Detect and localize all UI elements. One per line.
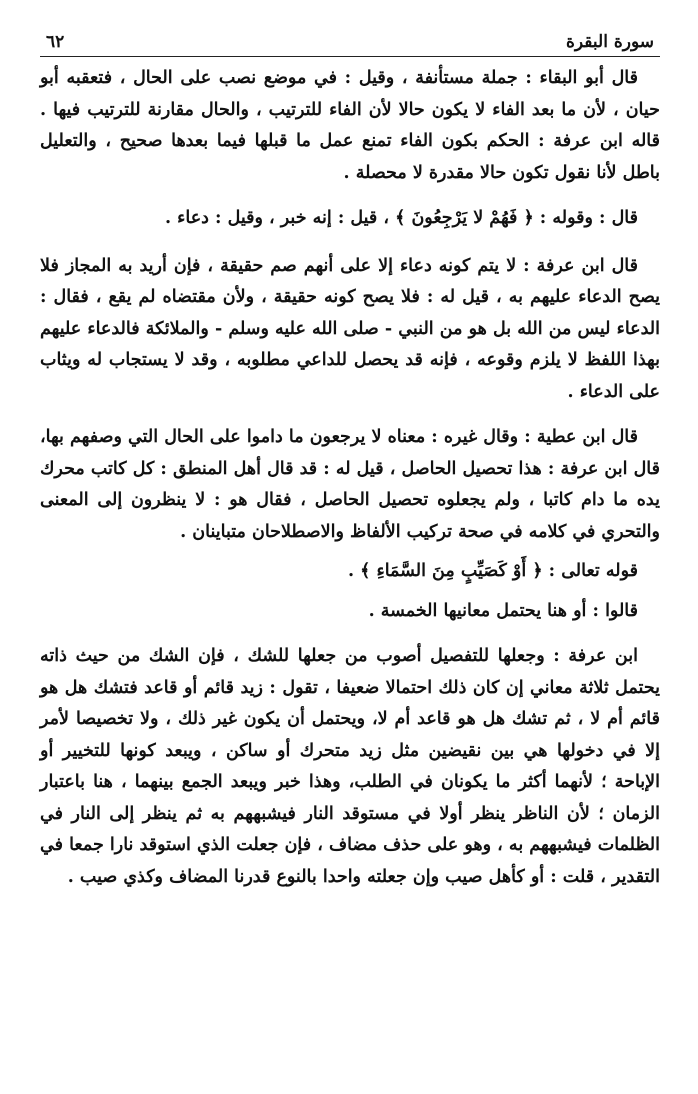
paragraph-text: قوله تعالى : ﴿ أَوْ كَصَيِّبٍ مِنَ السَّمَاءِ ﴾ .	[347, 561, 638, 581]
paragraph-text: ابن عرفة : وجعلها للتفصيل أصوب من جعلها للشك ، فإن الشك من حيث ذاته يحتمل ثلاثة معاني إن كان ذلك احتمالا ضعيفا ، تقول : زيد قائم أو قاعد فتشك هل هو قائم أم لا ، ثم تشك هل هو قاعد أم لا، ويحتمل أن يكون غير ذلك ، ولا تخصيصا لأمر إلا في دخولها هي بين نقيضين مثل زيد متحرك أو ساكن ، ويبعد كونها للتخيير أو الإباحة ؛ لأنهما أكثر ما يكونان في الطلب، وهذا خبر ويبعد الجمع بينهما ، هنا باعتبار الزمان ؛ لأن الناظر ينظر أولا في مستوقد النار فيشبههم به ثم ينظر إلى النار في الظلمات فيشبههم به ، وهو على حذف مضاف ، فإن جعلت الذي استوقد نارا جمعا في التقدير ، قلت : أو كأهل صيب وإن جعلته واحدا بالنوع قدرنا المضاف وكذي صيب .	[40, 646, 660, 887]
paragraph-text: قال ابن عرفة : لا يتم كونه دعاء إلا على أنهم صم حقيقة ، فإن أريد به المجاز فلا يصح الدعاء عليهم به ، قيل له : فلا يصح كونه حقيقة ، ولأن مقتضاه لم يقع ، فقال : الدعاء ليس من الله بل هو من النبي - صلى الله عليه وسلم - والملائكة فالدعاء عليهم بهذا اللفظ لا يلزم وقوعه ، فإنه قد يحصل للداعي مطلوبه ، وقد لا يستجاب له ويثاب على الدعاء .	[40, 255, 660, 402]
paragraph-text: قالوا : أو هنا يحتمل معانيها الخمسة .	[368, 600, 638, 621]
paragraph-text: قال ابن عطية : وقال غيره : معناه لا يرجعون ما داموا على الحال التي وصفهم بها، قال ابن عرفة : هذا تحصيل الحاصل ، قيل له : قد قال أهل المنطق : كل كاتب محرك يده ما دام كاتبا ، ولم يجعلوه تحصيل الحاصل ، فقال هو : لا ينظرون إلى المعنى والتحري في كلامه في صحة تركيب الألفاظ والاصطلاحان متباينان .	[40, 427, 660, 542]
paragraph-text: قال : وقوله : ﴿ فَهُمْ لا يَرْجِعُونَ ﴾ ، قيل : إنه خبر ، وقيل : دعاء .	[164, 208, 638, 228]
paragraph-abu-al-baqa	[40, 63, 660, 189]
paragraph-verse-sayyib	[40, 556, 660, 588]
paragraph-ibn-atiyya	[40, 422, 660, 548]
paragraph-duaa	[40, 251, 660, 409]
page-body	[40, 63, 660, 893]
paragraph-text: قال أبو البقاء : جملة مستأنفة ، وقيل : في موضع نصب على الحال ، فتعقبه أبو حيان ، لأن ما بعد الفاء لا يكون حالا لأن الفاء للترتيب ، والحال مقارنة للترتيب فيها . قاله ابن عرفة : الحكم بكون الفاء تمنع عمل ما قبلها فيما بعدها صحيح ، والتعليل باطل لأنا نقول تكون حالا مقدرة لا محصلة .	[40, 68, 660, 183]
page-number: ٦٢	[46, 32, 65, 52]
surah-title: سورة البقرة	[566, 32, 654, 52]
paragraph-ibn-arafa-tafsil	[40, 641, 660, 893]
page-header	[40, 32, 660, 57]
paragraph-la-yarjiun	[40, 203, 660, 235]
paragraph-aw-meanings	[40, 596, 660, 628]
